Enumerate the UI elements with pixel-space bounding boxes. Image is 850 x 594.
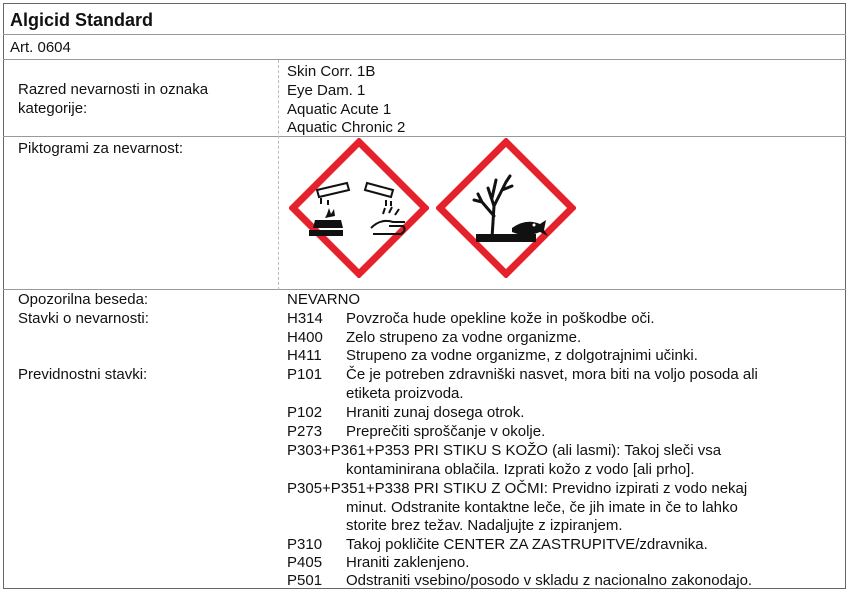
precaution-text-cont: kontaminirana oblačila. Izprati kožo z vodo [ali prho]. bbox=[346, 461, 695, 478]
hazard-class-label-cont: kategorije: bbox=[18, 100, 88, 117]
divider-hazard-class bbox=[3, 136, 846, 137]
hazard-text: Povzroča hude opekline kože in poškodbe oči. bbox=[346, 310, 655, 327]
precautionary-label: Previdnostni stavki: bbox=[18, 366, 148, 383]
precaution-text-cont: storite brez težav. Nadaljujte z izpiranjem. bbox=[346, 517, 623, 534]
hazard-text: Strupeno za vodne organizme, z dolgotrajnimi učinki. bbox=[346, 347, 698, 364]
precaution-combined: P305+P351+P338 PRI STIKU Z OČMI: Previdno izpirati z vodo nekaj bbox=[287, 480, 748, 497]
signal-word-value: NEVARNO bbox=[287, 291, 361, 308]
hazard-text: Zelo strupeno za vodne organizme. bbox=[346, 329, 582, 346]
precaution-code: P273 bbox=[287, 423, 323, 440]
hazard-code: H400 bbox=[287, 329, 323, 346]
precaution-text-cont: etiketa proizvoda. bbox=[346, 385, 464, 402]
signal-word-label: Opozorilna beseda: bbox=[18, 291, 149, 308]
precaution-text-cont: minut. Odstranite kontaktne leče, če jih imate in če to lahko bbox=[346, 499, 738, 516]
product-title: Algicid Standard bbox=[10, 10, 154, 30]
divider-title bbox=[3, 34, 846, 35]
precaution-code: P501 bbox=[287, 572, 323, 589]
precaution-code: P101 bbox=[287, 366, 323, 383]
precaution-code: P102 bbox=[287, 404, 323, 421]
article-number: Art. 0604 bbox=[10, 39, 71, 56]
hazard-code: H314 bbox=[287, 310, 323, 327]
divider-article bbox=[3, 59, 846, 60]
hazard-class-value: Aquatic Chronic 2 bbox=[287, 119, 406, 136]
precaution-text: Preprečiti sproščanje v okolje. bbox=[346, 423, 546, 440]
precaution-text: Hraniti zunaj dosega otrok. bbox=[346, 404, 525, 421]
precaution-text: Hraniti zaklenjeno. bbox=[346, 554, 470, 571]
hazard-statements-label: Stavki o nevarnosti: bbox=[18, 310, 149, 327]
corrosion-pictogram-icon bbox=[289, 138, 429, 278]
pictograms-label: Piktogrami za nevarnost: bbox=[18, 140, 184, 157]
precaution-text: Takoj pokličite CENTER ZA ZASTRUPITVE/zdravnika. bbox=[346, 536, 708, 553]
environment-pictogram-icon bbox=[436, 138, 576, 278]
precaution-code: P310 bbox=[287, 536, 323, 553]
precaution-text: Odstraniti vsebino/posodo v skladu z nacionalno zakonodajo. bbox=[346, 572, 753, 589]
precaution-code: P405 bbox=[287, 554, 323, 571]
column-divider bbox=[278, 60, 279, 290]
precaution-text: Če je potreben zdravniški nasvet, mora biti na voljo posoda ali bbox=[346, 366, 758, 383]
hazard-class-value: Aquatic Acute 1 bbox=[287, 101, 392, 118]
hazard-class-value: Skin Corr. 1B bbox=[287, 63, 376, 80]
precaution-combined: P303+P361+P353 PRI STIKU S KOŽO (ali lasmi): Takoj sleči vsa bbox=[287, 442, 722, 459]
hazard-code: H411 bbox=[287, 347, 322, 364]
hazard-class-value: Eye Dam. 1 bbox=[287, 82, 366, 99]
hazard-class-label: Razred nevarnosti in oznaka bbox=[18, 81, 209, 98]
